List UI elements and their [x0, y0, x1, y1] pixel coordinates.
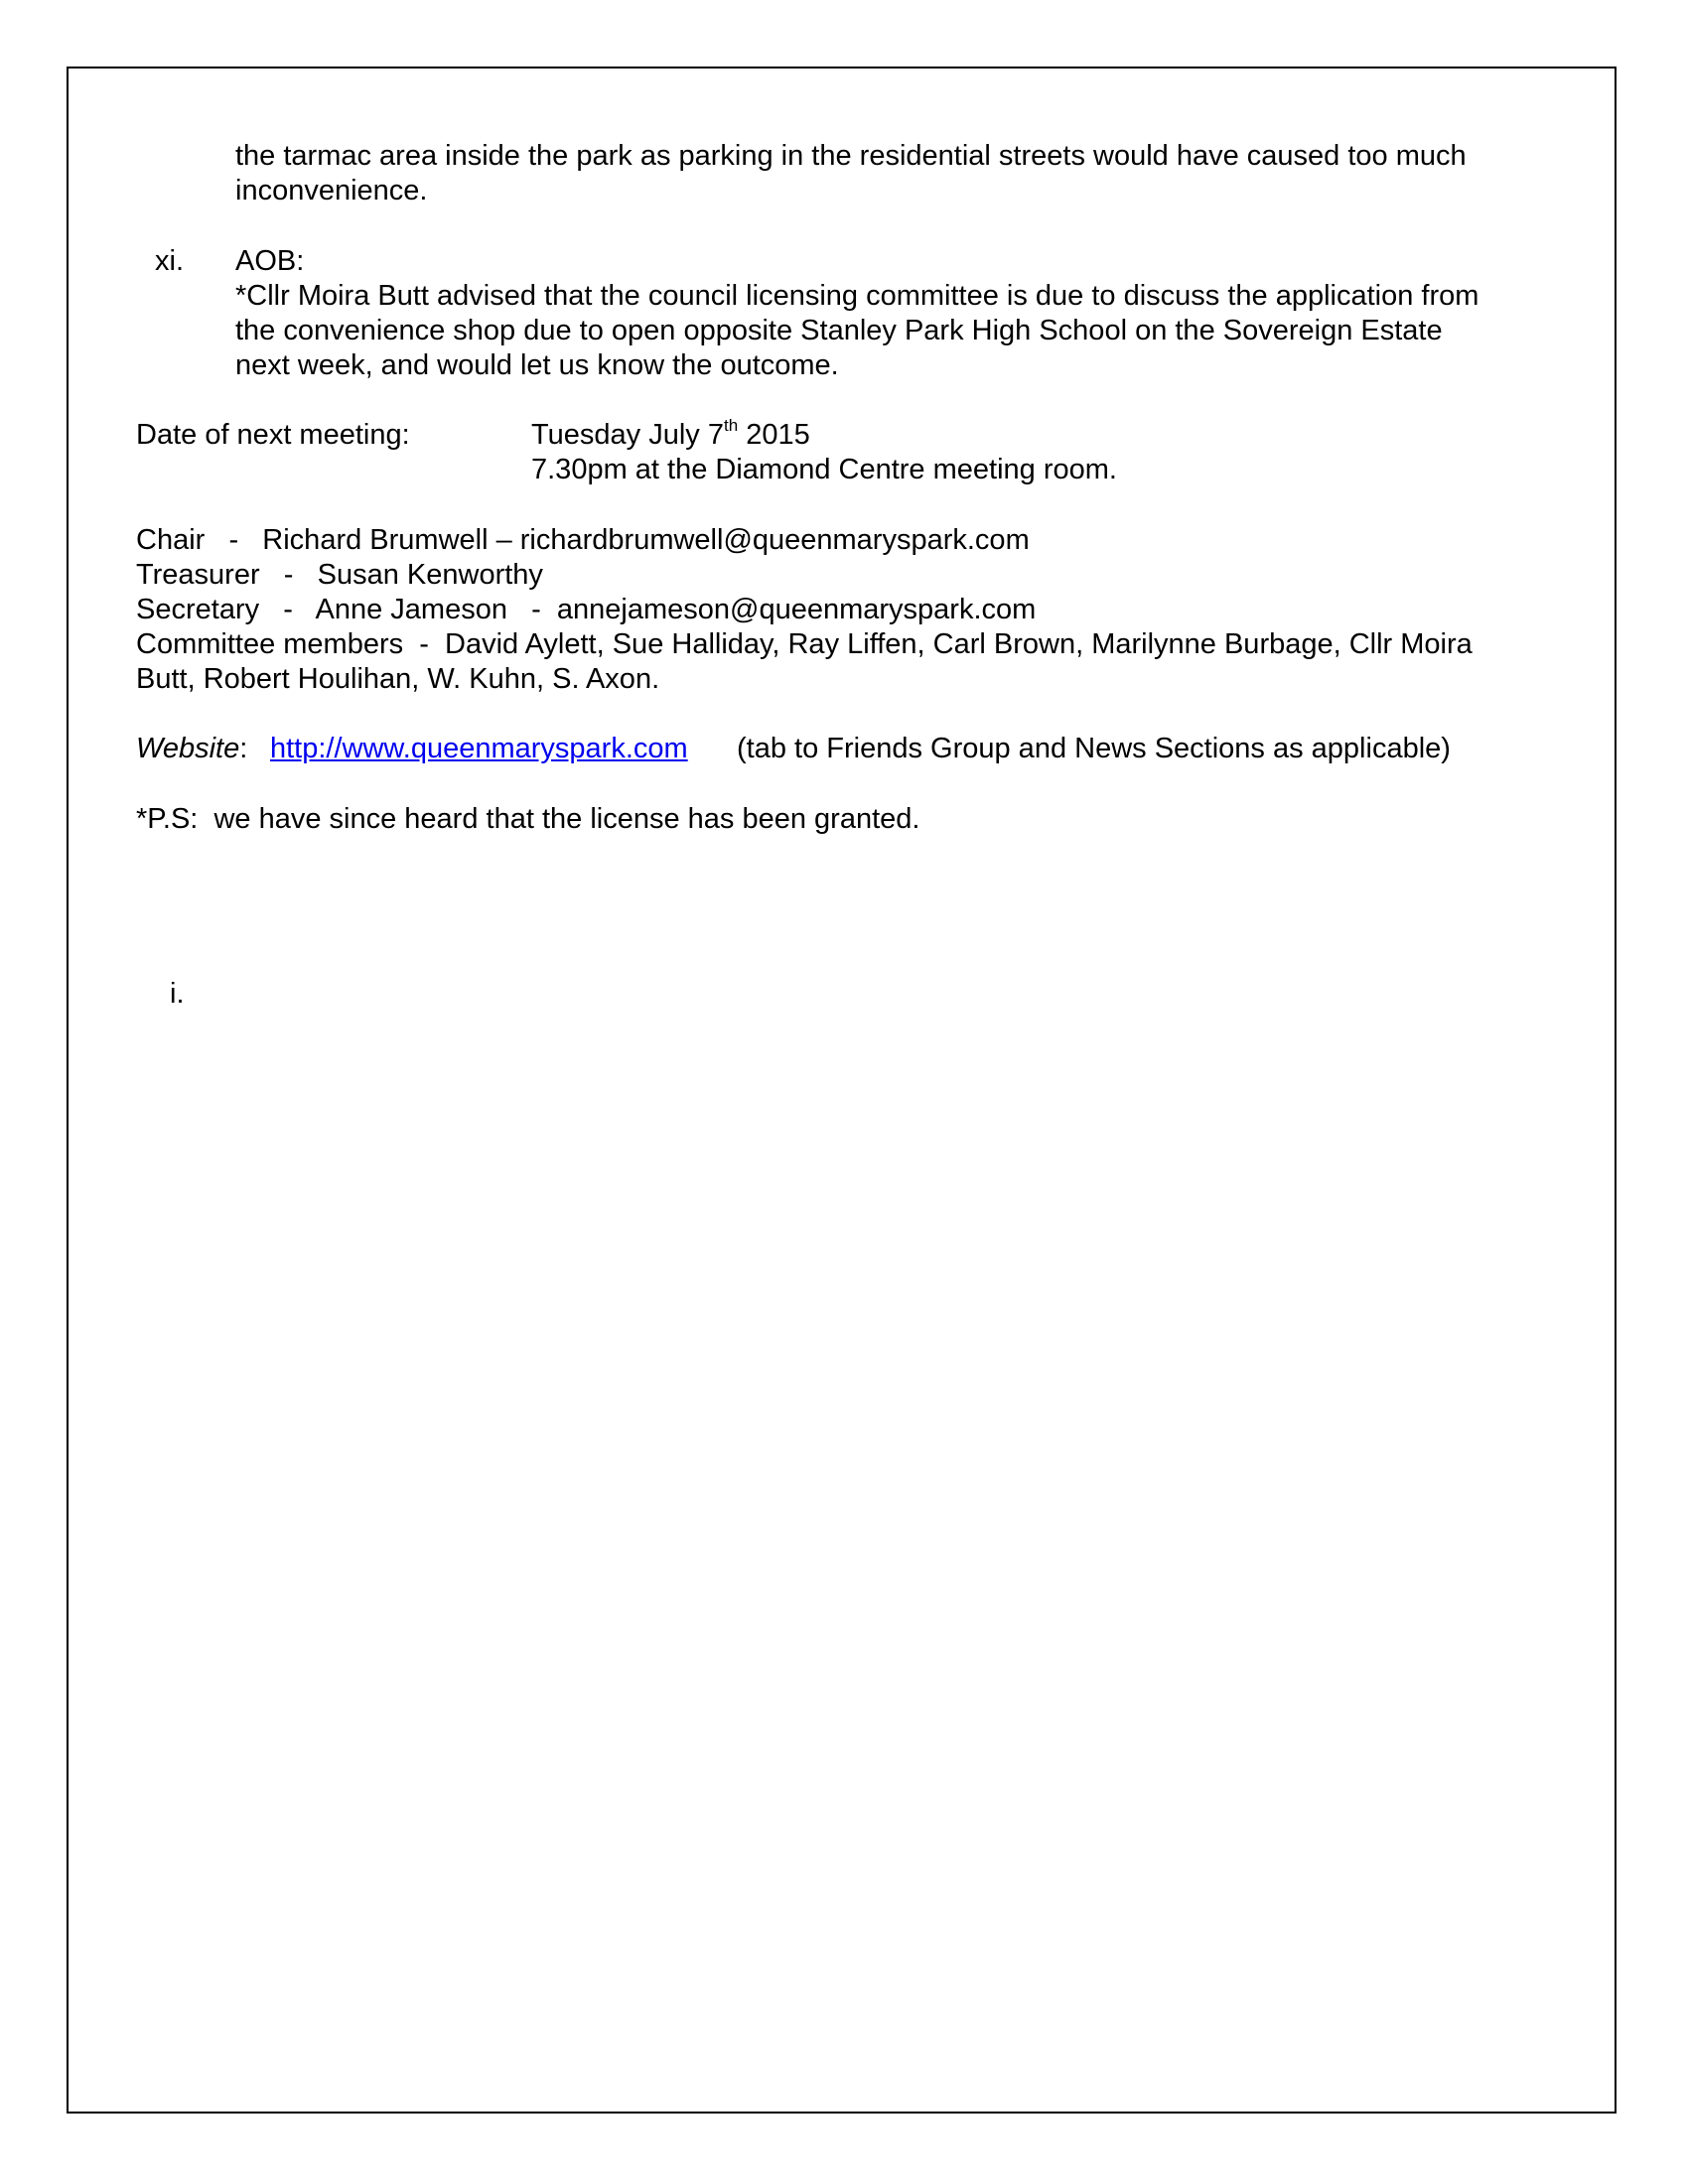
- next-meeting-date-prefix: Tuesday July 7: [531, 419, 724, 451]
- aob-line-2: the convenience shop due to open opposite Stanley Park High School on the Sovereign Estate: [235, 315, 1443, 346]
- website-label: Website: [136, 733, 240, 764]
- aob-heading: AOB:: [235, 245, 305, 277]
- next-meeting-date: [531, 418, 810, 453]
- next-meeting-venue: 7.30pm at the Diamond Centre meeting room.: [531, 454, 1117, 485]
- committee-line-2: Butt, Robert Houlihan, W. Kuhn, S. Axon.: [136, 663, 660, 695]
- aob-line-1: *Cllr Moira Butt advised that the council licensing committee is due to discuss the application from: [235, 280, 1479, 312]
- website-row: [136, 732, 263, 766]
- website-note: (tab to Friends Group and News Sections as applicable): [737, 733, 1451, 764]
- postscript: *P.S: we have since heard that the license has been granted.: [136, 803, 920, 835]
- intro-line-1: the tarmac area inside the park as parking in the residential streets would have caused too much: [235, 140, 1467, 172]
- next-meeting-label: Date of next meeting:: [136, 419, 410, 451]
- officer-secretary: Secretary - Anne Jameson - annejameson@queenmaryspark.com: [136, 594, 1037, 625]
- next-meeting-date-suffix: th: [723, 416, 739, 436]
- trailing-numeral: i.: [170, 978, 185, 1010]
- next-meeting-date-year: 2015: [738, 419, 810, 451]
- aob-line-3: next week, and would let us know the outcome.: [235, 349, 839, 381]
- officer-treasurer: Treasurer - Susan Kenworthy: [136, 559, 543, 591]
- committee-line-1: Committee members - David Aylett, Sue Halliday, Ray Liffen, Carl Brown, Marilynne Burbage, Cllr Moira: [136, 628, 1473, 660]
- intro-line-2: inconvenience.: [235, 175, 428, 206]
- officer-chair: Chair - Richard Brumwell – richardbrumwell@queenmaryspark.com: [136, 524, 1030, 556]
- website-colon: :: [239, 733, 264, 764]
- website-link[interactable]: http://www.queenmaryspark.com: [270, 733, 688, 764]
- aob-numeral: xi.: [155, 245, 184, 277]
